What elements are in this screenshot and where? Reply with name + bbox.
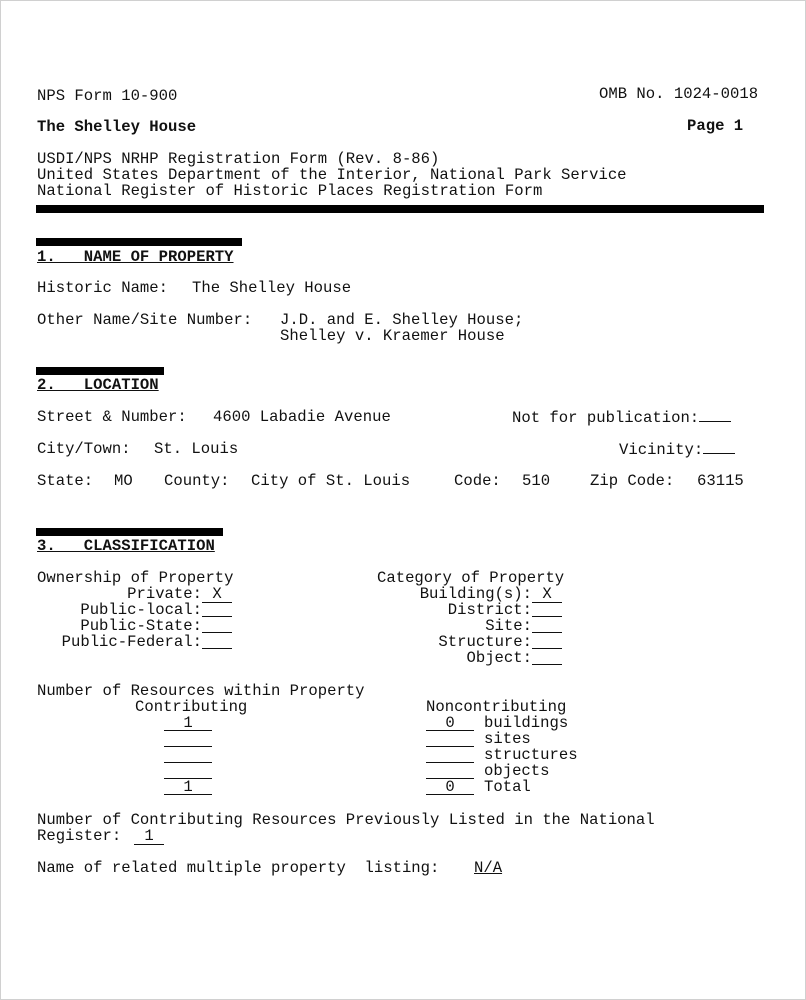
historic-name-value: The Shelley House [192,279,352,297]
resource-type-structures: structures [484,746,578,764]
ownership-public-state-label: Public-State: [80,617,202,635]
ownership-private-checkbox[interactable]: X [202,586,232,603]
city-value: St. Louis [154,440,239,458]
category-building-label: Building(s): [419,585,532,603]
form-number: NPS Form 10-900 [37,87,178,105]
city-label: City/Town: [37,440,131,458]
section-3-bar [36,528,223,536]
section-3-heading: 3. CLASSIFICATION [37,537,215,555]
category-site-checkbox[interactable] [532,618,562,633]
previously-listed-value[interactable]: 1 [134,828,164,845]
ownership-public-state-checkbox[interactable] [202,618,232,633]
category-heading: Category of Property [377,569,565,587]
ownership-private-label: Private: [127,585,202,603]
category-structure-checkbox[interactable] [532,634,562,649]
resource-type-sites: sites [484,730,531,748]
ownership-public-federal-checkbox[interactable] [202,634,232,649]
section-2-heading: 2. LOCATION [37,376,159,394]
category-district-label: District: [447,601,532,619]
resource-type-buildings: buildings [484,714,569,732]
street-value: 4600 Labadie Avenue [213,408,391,426]
contributing-heading: Contributing [135,698,248,716]
noncontributing-heading: Noncontributing [426,698,567,716]
noncontributing-total-count[interactable]: 0 [426,779,474,795]
multiple-property-value: N/A [474,859,503,877]
code-label: Code: [454,472,501,490]
vicinity-text: Vicinity: [619,441,704,459]
contributing-structures-count[interactable] [164,747,212,763]
resource-type-total: Total [484,778,531,796]
category-building-checkbox[interactable]: X [532,586,562,603]
historic-name-label: Historic Name: [37,279,169,297]
zip-value: 63115 [697,472,744,490]
contributing-sites-count[interactable] [164,731,212,747]
county-label: County: [164,472,230,490]
noncontributing-structures-count[interactable] [426,747,474,763]
state-label: State: [37,472,94,490]
previously-listed-text: Number of Contributing Resources Previously Listed in the National [37,811,655,829]
previously-listed-label: Register: [37,827,122,845]
category-structure-label: Structure: [438,633,532,651]
street-label: Street & Number: [37,408,187,426]
section-2-bar [36,367,164,375]
ownership-heading: Ownership of Property [37,569,234,587]
section-1-bar [36,238,242,246]
ownership-public-local-checkbox[interactable] [202,602,232,617]
not-for-publication-field[interactable] [699,409,731,422]
resource-type-objects: objects [484,762,550,780]
resources-heading: Number of Resources within Property [37,682,365,700]
zip-label: Zip Code: [590,472,675,490]
other-name-value-1: J.D. and E. Shelley House; [280,311,524,329]
multiple-property-label: Name of related multiple property listing: [37,859,440,877]
noncontributing-buildings-count[interactable]: 0 [426,715,474,731]
other-name-value-2: Shelley v. Kraemer House [280,327,505,345]
not-for-publication-label [512,409,731,426]
noncontributing-objects-count[interactable] [426,763,474,779]
ownership-public-federal-label: Public-Federal: [61,633,202,651]
contributing-objects-count[interactable] [164,763,212,779]
vicinity-field[interactable] [703,441,735,454]
category-district-checkbox[interactable] [532,602,562,617]
other-name-label: Other Name/Site Number: [37,311,253,329]
vicinity-label [619,441,735,458]
property-title: The Shelley House [37,118,197,136]
ownership-public-local-label: Public-local: [80,601,202,619]
page-label: Page 1 [687,117,744,135]
state-value: MO [114,472,133,490]
section-1-heading: 1. NAME OF PROPERTY [37,248,234,266]
form-line-2: United States Department of the Interior, National Park Service [37,166,627,184]
category-object-label: Object: [466,649,532,667]
not-for-publication-text: Not for publication: [512,409,700,427]
category-site-label: Site: [485,617,532,635]
noncontributing-sites-count[interactable] [426,731,474,747]
form-line-1: USDI/NPS NRHP Registration Form (Rev. 8-86) [37,150,440,168]
omb-number: OMB No. 1024-0018 [599,85,759,103]
header-divider [36,205,764,213]
county-value: City of St. Louis [251,472,411,490]
code-value: 510 [522,472,551,490]
contributing-total-count[interactable]: 1 [164,779,212,795]
contributing-buildings-count[interactable]: 1 [164,715,212,731]
form-line-3: National Register of Historic Places Registration Form [37,182,543,200]
category-object-checkbox[interactable] [532,650,562,665]
